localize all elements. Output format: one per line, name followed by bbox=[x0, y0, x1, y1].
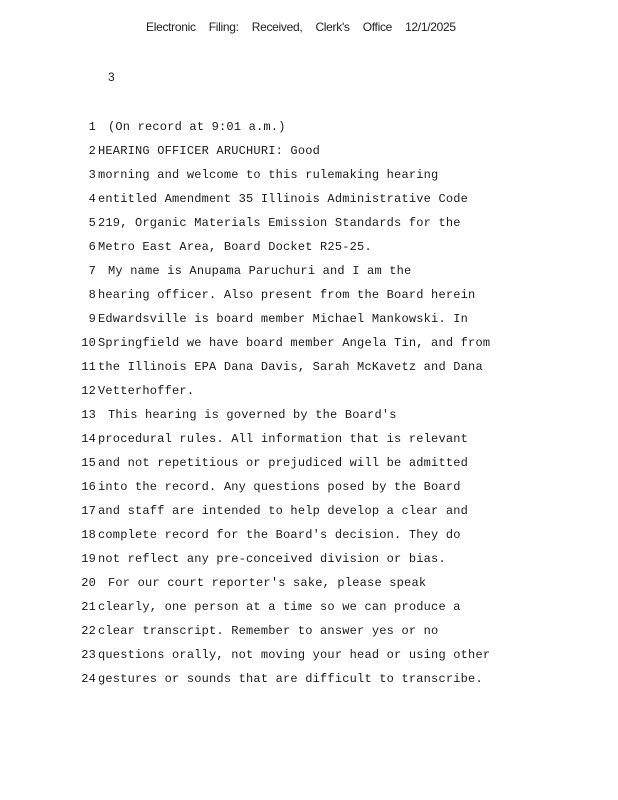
line-number: 1 bbox=[88, 120, 96, 134]
filing-header-word: Received, bbox=[251, 20, 303, 34]
transcript-line bbox=[0, 574, 618, 592]
line-number: 14 bbox=[81, 432, 96, 446]
line-text: complete record for the Board's decision. They do bbox=[98, 528, 461, 542]
transcript-line bbox=[0, 334, 618, 352]
line-number: 3 bbox=[88, 168, 96, 182]
filing-header-date: 12/1/2025 bbox=[405, 20, 456, 34]
line-text: morning and welcome to this rulemaking hearing bbox=[98, 168, 439, 182]
line-text: Vetterhoffer. bbox=[98, 384, 195, 398]
line-text: not reflect any pre-conceived division or bias. bbox=[98, 552, 446, 566]
line-number: 23 bbox=[81, 648, 96, 662]
transcript-line bbox=[0, 310, 618, 328]
transcript-line bbox=[0, 430, 618, 448]
transcript-line bbox=[0, 262, 618, 280]
transcript-line bbox=[0, 118, 618, 136]
line-text: clear transcript. Remember to answer yes or no bbox=[98, 624, 439, 638]
line-text: (On record at 9:01 a.m.) bbox=[108, 120, 286, 134]
transcript-line bbox=[0, 166, 618, 184]
transcript-line bbox=[0, 358, 618, 376]
line-number: 11 bbox=[81, 360, 96, 374]
line-text: gestures or sounds that are difficult to transcribe. bbox=[98, 672, 483, 686]
transcript-line bbox=[0, 382, 618, 400]
line-number: 2 bbox=[88, 144, 96, 158]
transcript-line bbox=[0, 478, 618, 496]
line-text: clearly, one person at a time so we can produce a bbox=[98, 600, 461, 614]
transcript-line bbox=[0, 670, 618, 688]
line-text: into the record. Any questions posed by the Board bbox=[98, 480, 461, 494]
line-number: 24 bbox=[81, 672, 96, 686]
line-number: 6 bbox=[88, 240, 96, 254]
line-number: 15 bbox=[81, 456, 96, 470]
line-text: Metro East Area, Board Docket R25-25. bbox=[98, 240, 372, 254]
transcript-line bbox=[0, 454, 618, 472]
line-text: and staff are intended to help develop a clear and bbox=[98, 504, 469, 518]
transcript-line bbox=[0, 526, 618, 544]
line-number: 4 bbox=[88, 192, 96, 206]
transcript-line bbox=[0, 550, 618, 568]
line-number: 22 bbox=[81, 624, 96, 638]
line-text: the Illinois EPA Dana Davis, Sarah McKavetz and Dana bbox=[98, 360, 483, 374]
transcript-line bbox=[0, 598, 618, 616]
line-number: 8 bbox=[88, 288, 96, 302]
line-number: 12 bbox=[81, 384, 96, 398]
line-number: 10 bbox=[81, 336, 96, 350]
transcript-line bbox=[0, 190, 618, 208]
line-text: For our court reporter's sake, please speak bbox=[108, 576, 427, 590]
line-number: 9 bbox=[88, 312, 96, 326]
filing-header-word: Clerk's bbox=[315, 20, 350, 34]
filing-header-word: Filing: bbox=[208, 20, 239, 34]
line-text: procedural rules. All information that is relevant bbox=[98, 432, 469, 446]
line-number: 18 bbox=[81, 528, 96, 542]
line-text: My name is Anupama Paruchuri and I am the bbox=[108, 264, 412, 278]
page-number: 3 bbox=[108, 70, 115, 84]
transcript-line bbox=[0, 622, 618, 640]
line-text: hearing officer. Also present from the Board herein bbox=[98, 288, 476, 302]
line-text: This hearing is governed by the Board's bbox=[108, 408, 397, 422]
line-text: Edwardsville is board member Michael Mankowski. In bbox=[98, 312, 469, 326]
transcript-line bbox=[0, 646, 618, 664]
transcript-line bbox=[0, 406, 618, 424]
line-number: 13 bbox=[81, 408, 96, 422]
line-text: questions orally, not moving your head or using other bbox=[98, 648, 491, 662]
line-text: and not repetitious or prejudiced will be admitted bbox=[98, 456, 469, 470]
line-text: 219, Organic Materials Emission Standards for the bbox=[98, 216, 461, 230]
line-number: 19 bbox=[81, 552, 96, 566]
transcript-line bbox=[0, 238, 618, 256]
line-number: 7 bbox=[88, 264, 96, 278]
transcript-line bbox=[0, 502, 618, 520]
line-number: 20 bbox=[81, 576, 96, 590]
transcript-line bbox=[0, 286, 618, 304]
line-text: HEARING OFFICER ARUCHURI: Good bbox=[98, 144, 321, 158]
filing-header-word: Office bbox=[362, 20, 393, 34]
filing-header-word: Electronic bbox=[146, 20, 196, 34]
line-number: 21 bbox=[81, 600, 96, 614]
line-number: 16 bbox=[81, 480, 96, 494]
transcript-line bbox=[0, 214, 618, 232]
transcript-line bbox=[0, 142, 618, 160]
line-text: Springfield we have board member Angela Tin, and from bbox=[98, 336, 491, 350]
line-number: 17 bbox=[81, 504, 96, 518]
line-number: 5 bbox=[88, 216, 96, 230]
line-text: entitled Amendment 35 Illinois Administrative Code bbox=[98, 192, 469, 206]
